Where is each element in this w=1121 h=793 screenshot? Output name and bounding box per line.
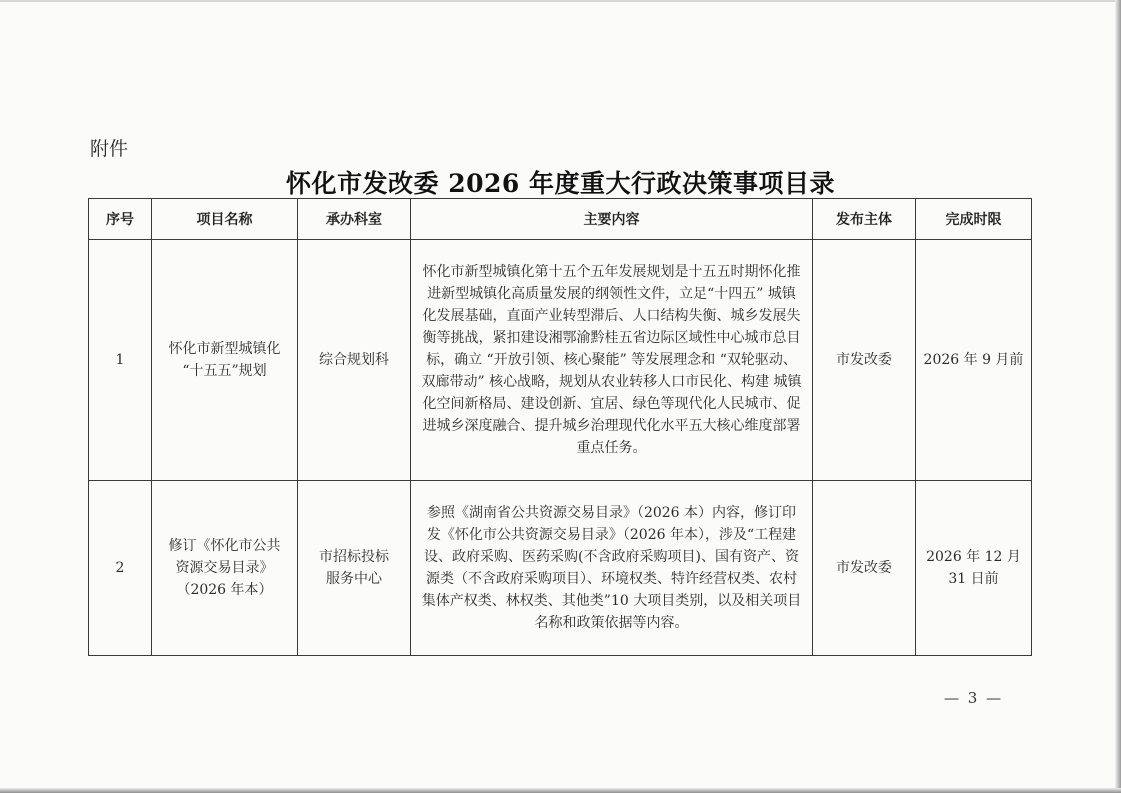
deadline-line: 31 日前 xyxy=(948,571,999,587)
project-name-line: 怀化市新型城镇化 xyxy=(168,341,281,357)
column-header-main-content: 主要内容 xyxy=(411,199,813,240)
scan-top-edge xyxy=(0,0,1121,2)
decision-catalog-table xyxy=(88,198,1032,656)
row-department: 综合规划科 xyxy=(298,240,411,481)
page-number: — 3 — xyxy=(944,689,1004,707)
row-publisher: 市发改委 xyxy=(813,481,916,656)
project-name-line: 资源交易目录》 xyxy=(175,560,274,576)
row-project-name xyxy=(152,240,298,481)
column-header-deadline: 完成时限 xyxy=(916,199,1032,240)
row-department xyxy=(298,481,411,656)
column-header-publisher: 发布主体 xyxy=(813,199,916,240)
table-header-row xyxy=(89,199,1032,240)
row-seq: 2 xyxy=(89,481,152,656)
scan-bottom-edge xyxy=(0,788,1121,793)
scan-right-edge xyxy=(1115,0,1121,793)
table-row xyxy=(89,481,1032,656)
row-deadline: 2026 年 9 月前 xyxy=(916,240,1032,481)
project-name-line: （2026 年本） xyxy=(176,582,273,598)
row-main-content: 怀化市新型城镇化第十五个五年发展规划是十五五时期怀化推进新型城镇化高质量发展的纲领性文件，立足“十四五” 城镇化发展基础，直面产业转型滞后、人口结构失衡、城乡发展失衡等挑战，紧扣建设湘鄂渝黔桂五省边际区域性中心城市总目标，确立 “开放引领、核心聚能” 等发展理念和 “双轮驱动、双廊带动” 核心战略，规划从农业转移人口市民化、构建 城镇化空间新格局、建设创新、宜居、绿色等现代化人民城市、促进城乡深度融合、提升城乡治理现代化水平五大核心维度部署重点任务。 xyxy=(411,240,813,481)
deadline-line: 2026 年 12 月 xyxy=(926,549,1021,565)
document-title: 怀化市发改委 2026 年度重大行政决策事项目录 xyxy=(286,169,835,198)
row-main-content: 参照《湖南省公共资源交易目录》（2026 本）内容，修订印发《怀化市公共资源交易目录》（2026 年本），涉及“工程建设、政府采购、医药采购(不含政府采购项目)、国有资产、资源类（不含政府采购项目）、环境权类、特许经营权类、农村集体产权类、林权类、其他类”10 大项目类别，以及相关项目名称和政策依据等内容。 xyxy=(411,481,813,656)
department-line: 市招标投标 xyxy=(319,549,389,565)
row-project-name xyxy=(152,481,298,656)
row-publisher: 市发改委 xyxy=(813,240,916,481)
project-name-line: “十五五”规划 xyxy=(182,363,267,379)
department-line: 服务中心 xyxy=(326,571,382,587)
row-seq: 1 xyxy=(89,240,152,481)
column-header-seq: 序号 xyxy=(89,199,152,240)
column-header-department: 承办科室 xyxy=(298,199,411,240)
row-deadline xyxy=(916,481,1032,656)
column-header-project-name: 项目名称 xyxy=(152,199,298,240)
project-name-line: 修订《怀化市公共 xyxy=(168,538,281,554)
table-row xyxy=(89,240,1032,481)
attachment-label: 附件 xyxy=(90,138,129,160)
